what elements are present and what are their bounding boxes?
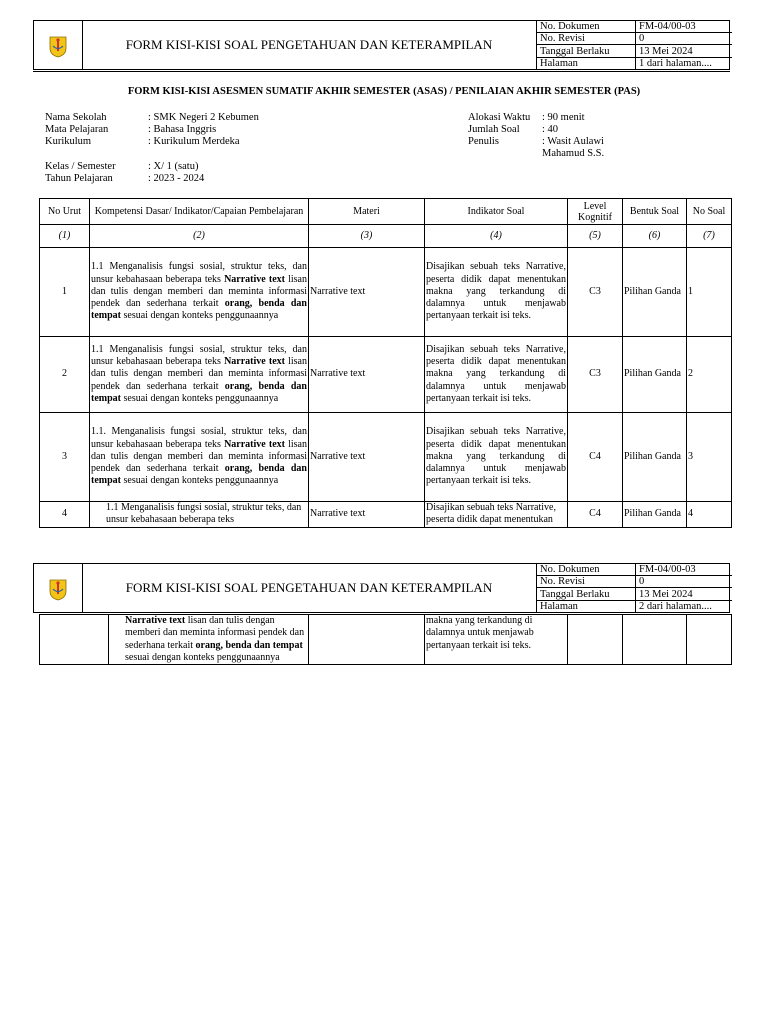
column-header: Indikator Soal [425,199,568,225]
meta-key: No. Dokumen [537,21,636,33]
kd-bold: orang, benda dan tempat [91,298,307,322]
column-header: Level Kognitif [568,199,623,225]
meta-key: Halaman [537,600,636,612]
meta-key: No. Revisi [537,576,636,588]
kd-bold: Narrative text [125,615,186,626]
table-row [40,615,732,665]
kd-text: 1.1 Menganalisis fungsi sosial, struktur teks, dan unsur kebahasaan beberapa teks [91,343,307,368]
header-rule [33,71,730,72]
level-cell [568,615,623,665]
document-meta [536,564,732,612]
meta-value: 1 dari halaman.... [639,57,712,69]
info-value: : Wasit Aulawi [542,136,604,147]
column-number: (7) [687,225,732,248]
level-cell: C3 [568,248,623,337]
bentuk-cell [623,615,687,665]
info-label: Jumlah Soal [468,124,520,135]
kd-text: lisan dan tulis dengan memberi dan meminta informasi pendek dan sederhana terkait [125,615,305,651]
materi-cell: Narrative text [309,502,425,528]
info-value: Mahamud S.S. [542,148,605,159]
meta-key: No. Revisi [537,33,636,45]
meta-value: FM-04/00-03 [636,564,733,576]
column-header: Bentuk Soal [623,199,687,225]
table-header-row [40,199,732,225]
info-label: Kelas / Semester [45,161,116,172]
kompetensi-cell [90,337,309,413]
kompetensi-cell [90,248,309,337]
kd-bold: Narrative text [224,356,285,368]
kd-text: sesuai dengan konteks penggunaannya [121,392,279,404]
school-logo-icon [49,36,67,58]
table-row [40,413,732,502]
indikator-cell: Disajikan sebuah teks Narrative, peserta didik dapat menentukan makna yang terkandung di dalamnya untuk menjawab pertanyaan terkait isi teks. [425,337,568,413]
meta-value: FM-04/00-03 [636,21,733,33]
materi-cell [309,615,425,665]
level-cell: C4 [568,413,623,502]
soal-cell: 1 [687,248,732,337]
soal-cell: 3 [687,413,732,502]
meta-value: 13 Mei 2024 [636,45,733,57]
meta-value: 2 dari halaman.... [639,600,712,612]
school-logo-icon [49,579,67,601]
meta-value: 13 Mei 2024 [636,588,733,600]
indikator-cell: Disajikan sebuah teks Narrative, peserta didik dapat menentukan makna yang terkandung di dalamnya untuk menjawab pertanyaan terkait isi teks. [425,413,568,502]
indikator-cell: Disajikan sebuah teks Narrative, peserta didik dapat menentukan makna yang terkandung di dalamnya untuk menjawab pertanyaan terkait isi teks. [425,248,568,337]
kd-text: lisan dan tulis dengan memberi dan meminta informasi pendek dan sederhana terkait [91,273,307,310]
info-label: Alokasi Waktu [468,112,531,123]
form-title: FORM KISI-KISI SOAL PENGETAHUAN DAN KETERAMPILAN [125,37,493,52]
kisi-kisi-table-continued [39,614,732,665]
form-title: FORM KISI-KISI SOAL PENGETAHUAN DAN KETERAMPILAN [125,580,493,595]
materi-cell: Narrative text [309,248,425,337]
info-value: : Kurikulum Merdeka [148,136,240,147]
kd-bold: orang, benda dan tempat [91,380,307,404]
info-label: Mata Pelajaran [45,124,109,135]
kd-text: sesuai dengan konteks penggunaannya [121,475,279,487]
meta-key: No. Dokumen [537,564,636,576]
meta-value: 0 [636,33,733,45]
info-label: Kurikulum [45,136,92,147]
meta-key: Tanggal Berlaku [537,45,636,57]
column-header: No Soal [687,199,732,225]
kd-bold: Narrative text [224,273,285,285]
kisi-kisi-table [39,198,732,528]
info-value: : 40 [542,124,559,135]
bentuk-cell: Pilihan Ganda [623,337,687,413]
bentuk-cell: Pilihan Ganda [623,413,687,502]
level-cell: C4 [568,502,623,528]
materi-cell: Narrative text [309,337,425,413]
kd-text: sesuai dengan konteks penggunaannya [125,651,280,663]
row-number: 4 [40,502,90,528]
info-value: : 2023 - 2024 [148,173,205,184]
soal-cell: 2 [687,337,732,413]
meta-value: 0 [636,576,733,588]
row-number: 2 [40,337,90,413]
table-row [40,337,732,413]
info-label: Nama Sekolah [45,112,107,123]
info-label: Tahun Pelajaran [45,173,113,184]
column-number: (5) [568,225,623,248]
level-cell: C3 [568,337,623,413]
column-number-row [40,225,732,248]
column-number: (3) [309,225,425,248]
row-number: 1 [40,248,90,337]
column-header: Kompetensi Dasar/ Indikator/Capaian Pembelajaran [90,199,309,225]
kd-text: 1.1 Menganalisis fungsi sosial, struktur teks, dan unsur kebahasaan beberapa teks [91,261,307,285]
bentuk-cell: Pilihan Ganda [623,502,687,528]
kompetensi-cell [109,615,309,665]
form-header-page-2 [33,563,730,613]
kd-text: lisan dan tulis dengan memberi dan meminta informasi pendek dan sederhana terkait [91,356,307,392]
soal-cell: 4 [687,502,732,528]
logo-cell [34,564,83,612]
info-value: : Bahasa Inggris [148,124,217,135]
row-number [40,615,109,665]
kd-bold: orang, benda dan tempat [91,463,307,487]
info-label: Penulis [468,136,499,147]
document-title: FORM KISI-KISI ASESMEN SUMATIF AKHIR SEMESTER (ASAS) / PENILAIAN AKHIR SEMESTER (PAS) [127,86,641,97]
document-meta [536,21,732,69]
logo-cell [34,21,83,69]
column-header: No Urut [40,199,90,225]
kd-text: sesuai dengan konteks penggunaannya [121,310,279,322]
bentuk-cell: Pilihan Ganda [623,248,687,337]
kd-bold: Narrative text [224,438,285,450]
materi-cell: Narrative text [309,413,425,502]
column-number: (1) [40,225,90,248]
kd-bold: orang, benda dan tempat [195,639,303,651]
soal-cell [687,615,732,665]
table-row [40,502,732,528]
indikator-cell: Disajikan sebuah teks Narrative, peserta didik dapat menentukan [425,502,568,528]
column-header: Materi [309,199,425,225]
kompetensi-cell: 1.1 Menganalisis fungsi sosial, struktur teks, dan unsur kebahasaan beberapa teks [90,502,309,528]
column-number: (4) [425,225,568,248]
table-row [40,248,732,337]
kompetensi-cell [90,413,309,502]
info-value: : 90 menit [542,112,585,123]
column-number: (6) [623,225,687,248]
kd-text: lisan dan tulis dengan memberi dan meminta informasi pendek dan sederhana terkait [91,438,307,475]
meta-key: Halaman [537,57,636,69]
indikator-cell: makna yang terkandung di dalamnya untuk menjawab pertanyaan terkait isi teks. [425,615,568,665]
kd-text: 1.1. Menganalisis fungsi sosial, struktur teks, dan unsur kebahasaan beberapa teks [91,426,307,450]
info-value: : SMK Negeri 2 Kebumen [148,112,259,123]
meta-key: Tanggal Berlaku [537,588,636,600]
info-value: : X/ 1 (satu) [148,161,199,172]
form-header [33,20,730,70]
row-number: 3 [40,413,90,502]
column-number: (2) [90,225,309,248]
